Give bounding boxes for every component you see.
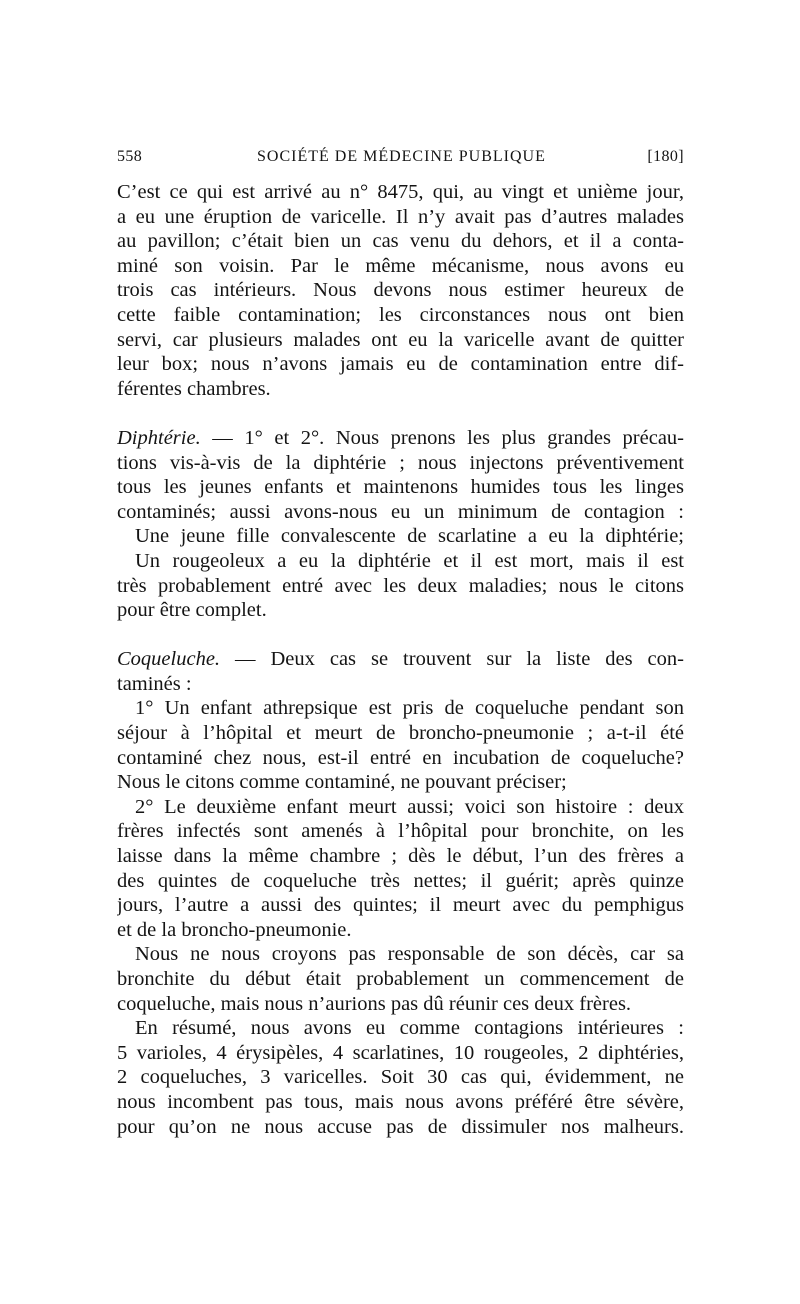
text-line: férentes chambres. bbox=[117, 377, 271, 400]
running-title: SOCIÉTÉ DE MÉDECINE PUBLIQUE bbox=[257, 148, 546, 165]
text-line: contaminé chez nous, est-il entré en incubation de coqueluche? bbox=[117, 746, 684, 769]
section-diphterie bbox=[117, 426, 684, 623]
text-line: a eu une éruption de varicelle. Il n’y avait pas d’autres malades bbox=[117, 205, 684, 228]
text-line: très probablement entré avec les deux maladies; nous le citons bbox=[117, 574, 684, 597]
text-line: tions vis-à-vis de la diphtérie ; nous injectons préventivement bbox=[117, 451, 684, 474]
page-number: 558 bbox=[117, 148, 143, 165]
paragraph-varicelle bbox=[117, 180, 684, 401]
running-header bbox=[117, 148, 684, 172]
text-line: séjour à l’hôpital et meurt de broncho-pneumonie ; a-t-il été bbox=[117, 722, 684, 745]
text-line bbox=[117, 426, 684, 451]
text-line: tous les jeunes enfants et maintenons humides tous les linges bbox=[117, 476, 684, 499]
section-heading-coqueluche: Coqueluche. bbox=[117, 648, 221, 671]
page-body bbox=[117, 180, 684, 1139]
section-coqueluche bbox=[117, 647, 684, 1016]
paragraph-resume bbox=[117, 1016, 684, 1139]
text-line: 1° Un enfant athrepsique est pris de coqueluche pendant son bbox=[135, 697, 684, 720]
text-line: coqueluche, mais nous n’aurions pas dû réunir ces deux frères. bbox=[117, 992, 632, 1015]
text-line: servi, car plusieurs malades ont eu la varicelle avant de quitter bbox=[117, 328, 684, 351]
text-line: au pavillon; c’était bien un cas venu du dehors, et il a conta- bbox=[117, 230, 684, 253]
text-line: Nous le citons comme contaminé, ne pouvant préciser; bbox=[117, 771, 567, 794]
text-line: jours, l’autre a aussi des quintes; il meurt avec du pemphigus bbox=[117, 894, 684, 917]
text-line: miné son voisin. Par le même mécanisme, nous avons eu bbox=[117, 254, 684, 277]
text-line: C’est ce qui est arrivé au n° 8475, qui, au vingt et unième jour, bbox=[117, 181, 684, 203]
text-line: 2° Le deuxième enfant meurt aussi; voici son histoire : deux bbox=[135, 795, 684, 818]
text-line: des quintes de coqueluche très nettes; il guérit; après quinze bbox=[117, 869, 684, 892]
text-line: leur box; nous n’avons jamais eu de contamination entre dif- bbox=[117, 353, 684, 376]
text-line: laisse dans la même chambre ; dès le début, l’un des frères a bbox=[117, 845, 684, 868]
text-line: En résumé, nous avons eu comme contagions intérieures : bbox=[135, 1017, 684, 1040]
text-line: taminés : bbox=[117, 672, 192, 695]
text-run: — 1° et 2°. Nous prenons les plus grandes précau- bbox=[200, 426, 684, 449]
text-line: Nous ne nous croyons pas responsable de son décès, car sa bbox=[135, 943, 684, 966]
text-line: contaminés; aussi avons-nous eu un minimum de contagion : bbox=[117, 500, 684, 523]
text-line: frères infectés sont amenés à l’hôpital pour bronchite, on les bbox=[117, 820, 684, 843]
text-line: nous incombent pas tous, mais nous avons préféré être sévère, bbox=[117, 1090, 684, 1113]
text-line: bronchite du début était probablement un commencement de bbox=[117, 968, 684, 990]
text-line: Une jeune fille convalescente de scarlatine a eu la diphtérie; bbox=[135, 525, 684, 548]
text-line: Un rougeoleux a eu la diphtérie et il est mort, mais il est bbox=[135, 549, 684, 572]
text-line: pour qu’on ne nous accuse pas de dissimuler nos malheurs. bbox=[117, 1115, 684, 1138]
folio-number: [180] bbox=[647, 148, 684, 165]
text-line bbox=[117, 647, 684, 672]
text-line: cette faible contamination; les circonstances nous ont bien bbox=[117, 303, 684, 326]
section-heading-diphterie: Diphtérie. bbox=[117, 426, 201, 449]
text-line: pour être complet. bbox=[117, 599, 267, 622]
text-line: trois cas intérieurs. Nous devons nous estimer heureux de bbox=[117, 279, 684, 302]
text-line: 2 coqueluches, 3 varicelles. Soit 30 cas qui, évidemment, ne bbox=[117, 1066, 684, 1089]
text-line: 5 varioles, 4 érysipèles, 4 scarlatines, 10 rougeoles, 2 diphtéries, bbox=[117, 1041, 684, 1064]
text-run: — Deux cas se trouvent sur la liste des con- bbox=[220, 648, 684, 671]
text-line: et de la broncho-pneumonie. bbox=[117, 918, 352, 941]
